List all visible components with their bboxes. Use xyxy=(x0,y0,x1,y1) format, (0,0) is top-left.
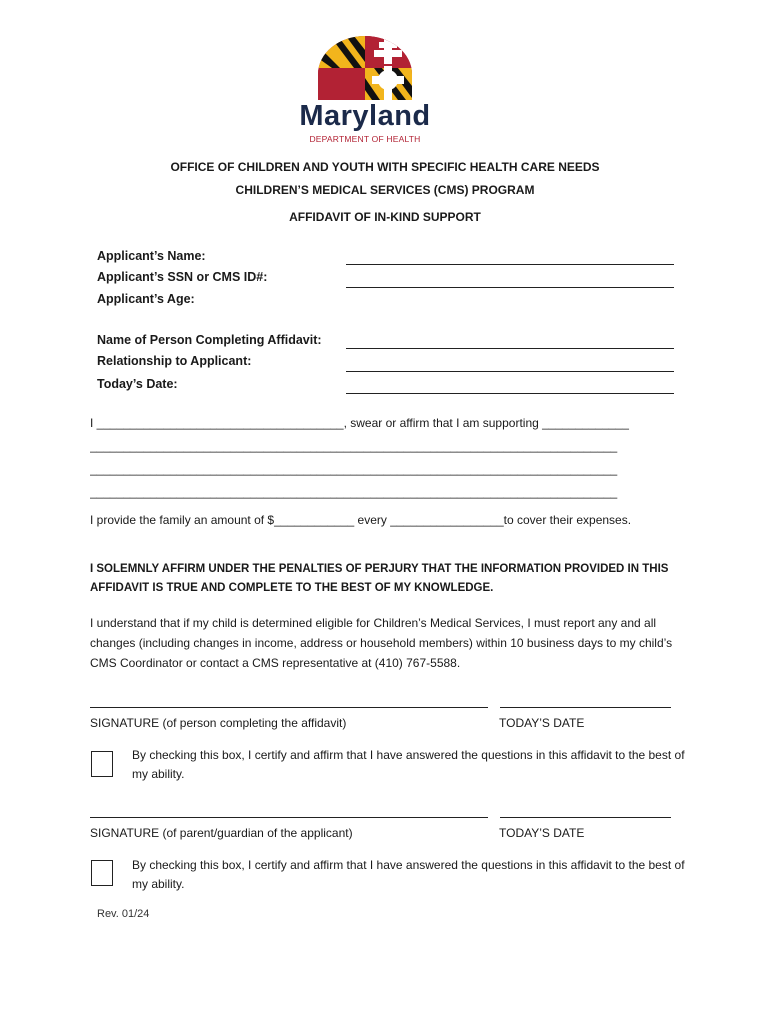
date-line-2[interactable] xyxy=(500,817,671,818)
applicant-ssn-line[interactable] xyxy=(346,287,674,288)
signature-line-2[interactable] xyxy=(90,817,488,818)
statement-line-1[interactable]: I _____________________________________, swear or affirm that I am supporting _____________ xyxy=(90,416,629,430)
applicant-age-label: Applicant’s Age: xyxy=(97,292,195,306)
maryland-flag-icon xyxy=(318,36,412,100)
certify-text-2: By checking this box, I certify and affirm that I have answered the questions in this affidavit to the best of my ability. xyxy=(132,858,685,891)
date-label-1: TODAY’S DATE xyxy=(499,716,585,730)
date-label-2: TODAY’S DATE xyxy=(499,826,585,840)
form-title: AFFIDAVIT OF IN-KIND SUPPORT xyxy=(289,210,481,224)
maryland-health-logo xyxy=(290,36,440,148)
signature-line-1[interactable] xyxy=(90,707,488,708)
revision-note: Rev. 01/24 xyxy=(97,908,150,920)
date-line-1[interactable] xyxy=(500,707,671,708)
perjury-affirmation: I SOLEMNLY AFFIRM UNDER THE PENALTIES OF PERJURY THAT THE INFORMATION PROVIDED IN THIS AFFIDAVIT IS TRUE AND COMPLETE TO THE BEST OF MY KNOWLEDGE. xyxy=(90,563,669,594)
program-heading: CHILDREN’S MEDICAL SERVICES (CMS) PROGRAM xyxy=(235,183,535,197)
applicant-name-label: Applicant’s Name: xyxy=(97,249,206,263)
person-name-label: Name of Person Completing Affidavit: xyxy=(97,333,322,347)
statement-line-4[interactable]: _______________________________________________________________________________ xyxy=(90,485,618,499)
certify-text-1: By checking this box, I certify and affirm that I have answered the questions in this affidavit to the best of my ability. xyxy=(132,748,685,781)
statement-line-3[interactable]: _______________________________________________________________________________ xyxy=(90,462,618,476)
logo-subtitle: DEPARTMENT OF HEALTH xyxy=(309,134,421,144)
statement-line-2[interactable]: _______________________________________________________________________________ xyxy=(90,439,618,453)
person-name-line[interactable] xyxy=(346,348,674,349)
applicant-name-line[interactable] xyxy=(346,264,674,265)
relationship-line[interactable] xyxy=(346,371,674,372)
logo-wordmark: Maryland xyxy=(299,100,431,132)
certify-checkbox-2[interactable] xyxy=(91,860,113,886)
signature-label-1: SIGNATURE (of person completing the affidavit) xyxy=(90,716,347,730)
reporting-notice: I understand that if my child is determined eligible for Children’s Medical Services, I must report any and all changes (including changes in income, address or household members) within 10 business days to my child’s CMS Coordinator or contact a CMS representative at (410) 767-5588. xyxy=(90,616,673,670)
applicant-ssn-label: Applicant’s SSN or CMS ID#: xyxy=(97,270,268,284)
todays-date-label: Today’s Date: xyxy=(97,377,178,391)
relationship-label: Relationship to Applicant: xyxy=(97,354,252,368)
office-heading: OFFICE OF CHILDREN AND YOUTH WITH SPECIFIC HEALTH CARE NEEDS xyxy=(170,160,600,174)
certify-checkbox-1[interactable] xyxy=(91,751,113,777)
todays-date-line[interactable] xyxy=(346,393,674,394)
signature-label-2: SIGNATURE (of parent/guardian of the applicant) xyxy=(90,826,353,840)
provide-amount-line[interactable]: I provide the family an amount of $____________ every _________________to cover their expenses. xyxy=(90,513,632,527)
